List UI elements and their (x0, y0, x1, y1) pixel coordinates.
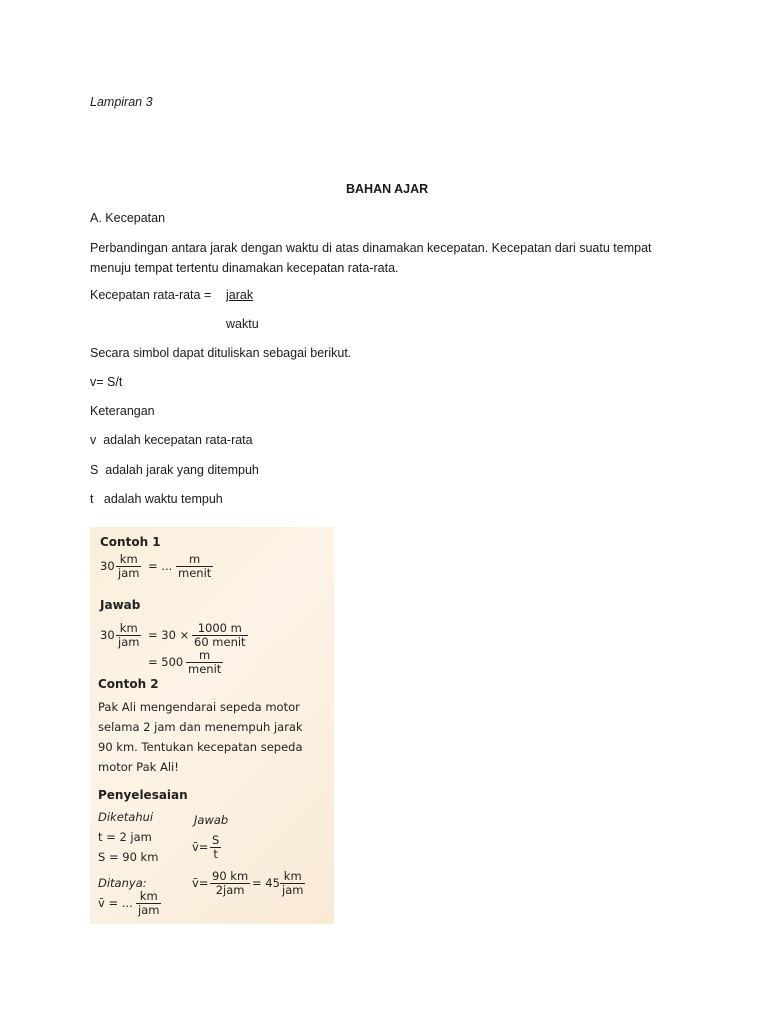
jawab2-eq2-lead: v̄= (192, 876, 209, 890)
contoh2-title: Contoh 2 (98, 677, 159, 691)
jawab1-mid: = 30 × (148, 628, 190, 642)
formula-numerator: jarak (226, 288, 254, 302)
contoh2-line: selama 2 jam dan menempuh jarak (98, 720, 303, 734)
ditanya-lead: v̄ = ... (98, 896, 133, 910)
symbol-formula: v= S/t (90, 375, 123, 389)
appendix-label: Lampiran 3 (90, 95, 153, 109)
contoh2-line: 90 km. Tentukan kecepatan sepeda (98, 740, 303, 754)
jawab1-lead: 30 (100, 628, 115, 642)
example-box (90, 527, 334, 924)
formula-label: Kecepatan rata-rata = (90, 288, 212, 302)
penyelesaian-title: Penyelesaian (98, 788, 188, 802)
contoh1-mid: = ... (148, 559, 173, 573)
section-heading: A. Kecepatan (90, 211, 166, 225)
jawab1-line2-lead: = 500 (148, 655, 184, 669)
ditanya-label: Ditanya: (98, 876, 147, 890)
contoh1-fraction-2: m menit (178, 552, 212, 580)
jawab2-eq2-mid: = 45 (252, 876, 280, 890)
diketahui-s: S = 90 km (98, 850, 159, 864)
keterangan-item: t adalah waktu tempuh (90, 492, 223, 506)
symbol-intro: Secara simbol dapat dituliskan sebagai berikut. (90, 346, 352, 360)
keterangan-heading: Keterangan (90, 404, 155, 418)
jawab1-fraction-1: km jam (118, 621, 140, 649)
keterangan-item: S adalah jarak yang ditempuh (90, 463, 259, 477)
document-title: BAHAN AJAR (346, 182, 429, 196)
formula-denominator: waktu (226, 317, 259, 331)
jawab1-fraction-2: 1000 m 60 menit (194, 621, 246, 649)
jawab2-eq2-fraction-2: km jam (282, 869, 304, 897)
contoh1-title: Contoh 1 (100, 535, 161, 549)
jawab2-eq1-fraction: $\frac{S}{t}$ (212, 833, 220, 861)
diketahui-label: Diketahui (98, 810, 154, 824)
definition-paragraph: Perbandingan antara jarak dengan waktu di atas dinamakan kecepatan. Kecepatan dari suatu tempat menuju tempat tertentu dinamakan kecepatan rata-rata. (90, 241, 652, 275)
jawab1-title: Jawab (100, 598, 141, 612)
diketahui-t: t = 2 jam (98, 830, 152, 844)
contoh2-line: Pak Ali mengendarai sepeda motor (98, 700, 300, 714)
contoh2-line: motor Pak Ali! (98, 760, 179, 774)
jawab2-eq2-fraction-1: 90 km 2jam (212, 869, 249, 897)
jawab1-fraction-3: m menit (188, 648, 222, 676)
jawab2-label: Jawab (194, 813, 229, 827)
keterangan-item: v adalah kecepatan rata-rata (90, 433, 253, 447)
jawab2-eq1-lead: v̄= (192, 840, 209, 854)
contoh1-fraction-1: km jam (118, 552, 140, 580)
contoh1-lead: 30 (100, 559, 115, 573)
ditanya-fraction: km jam (138, 889, 160, 917)
